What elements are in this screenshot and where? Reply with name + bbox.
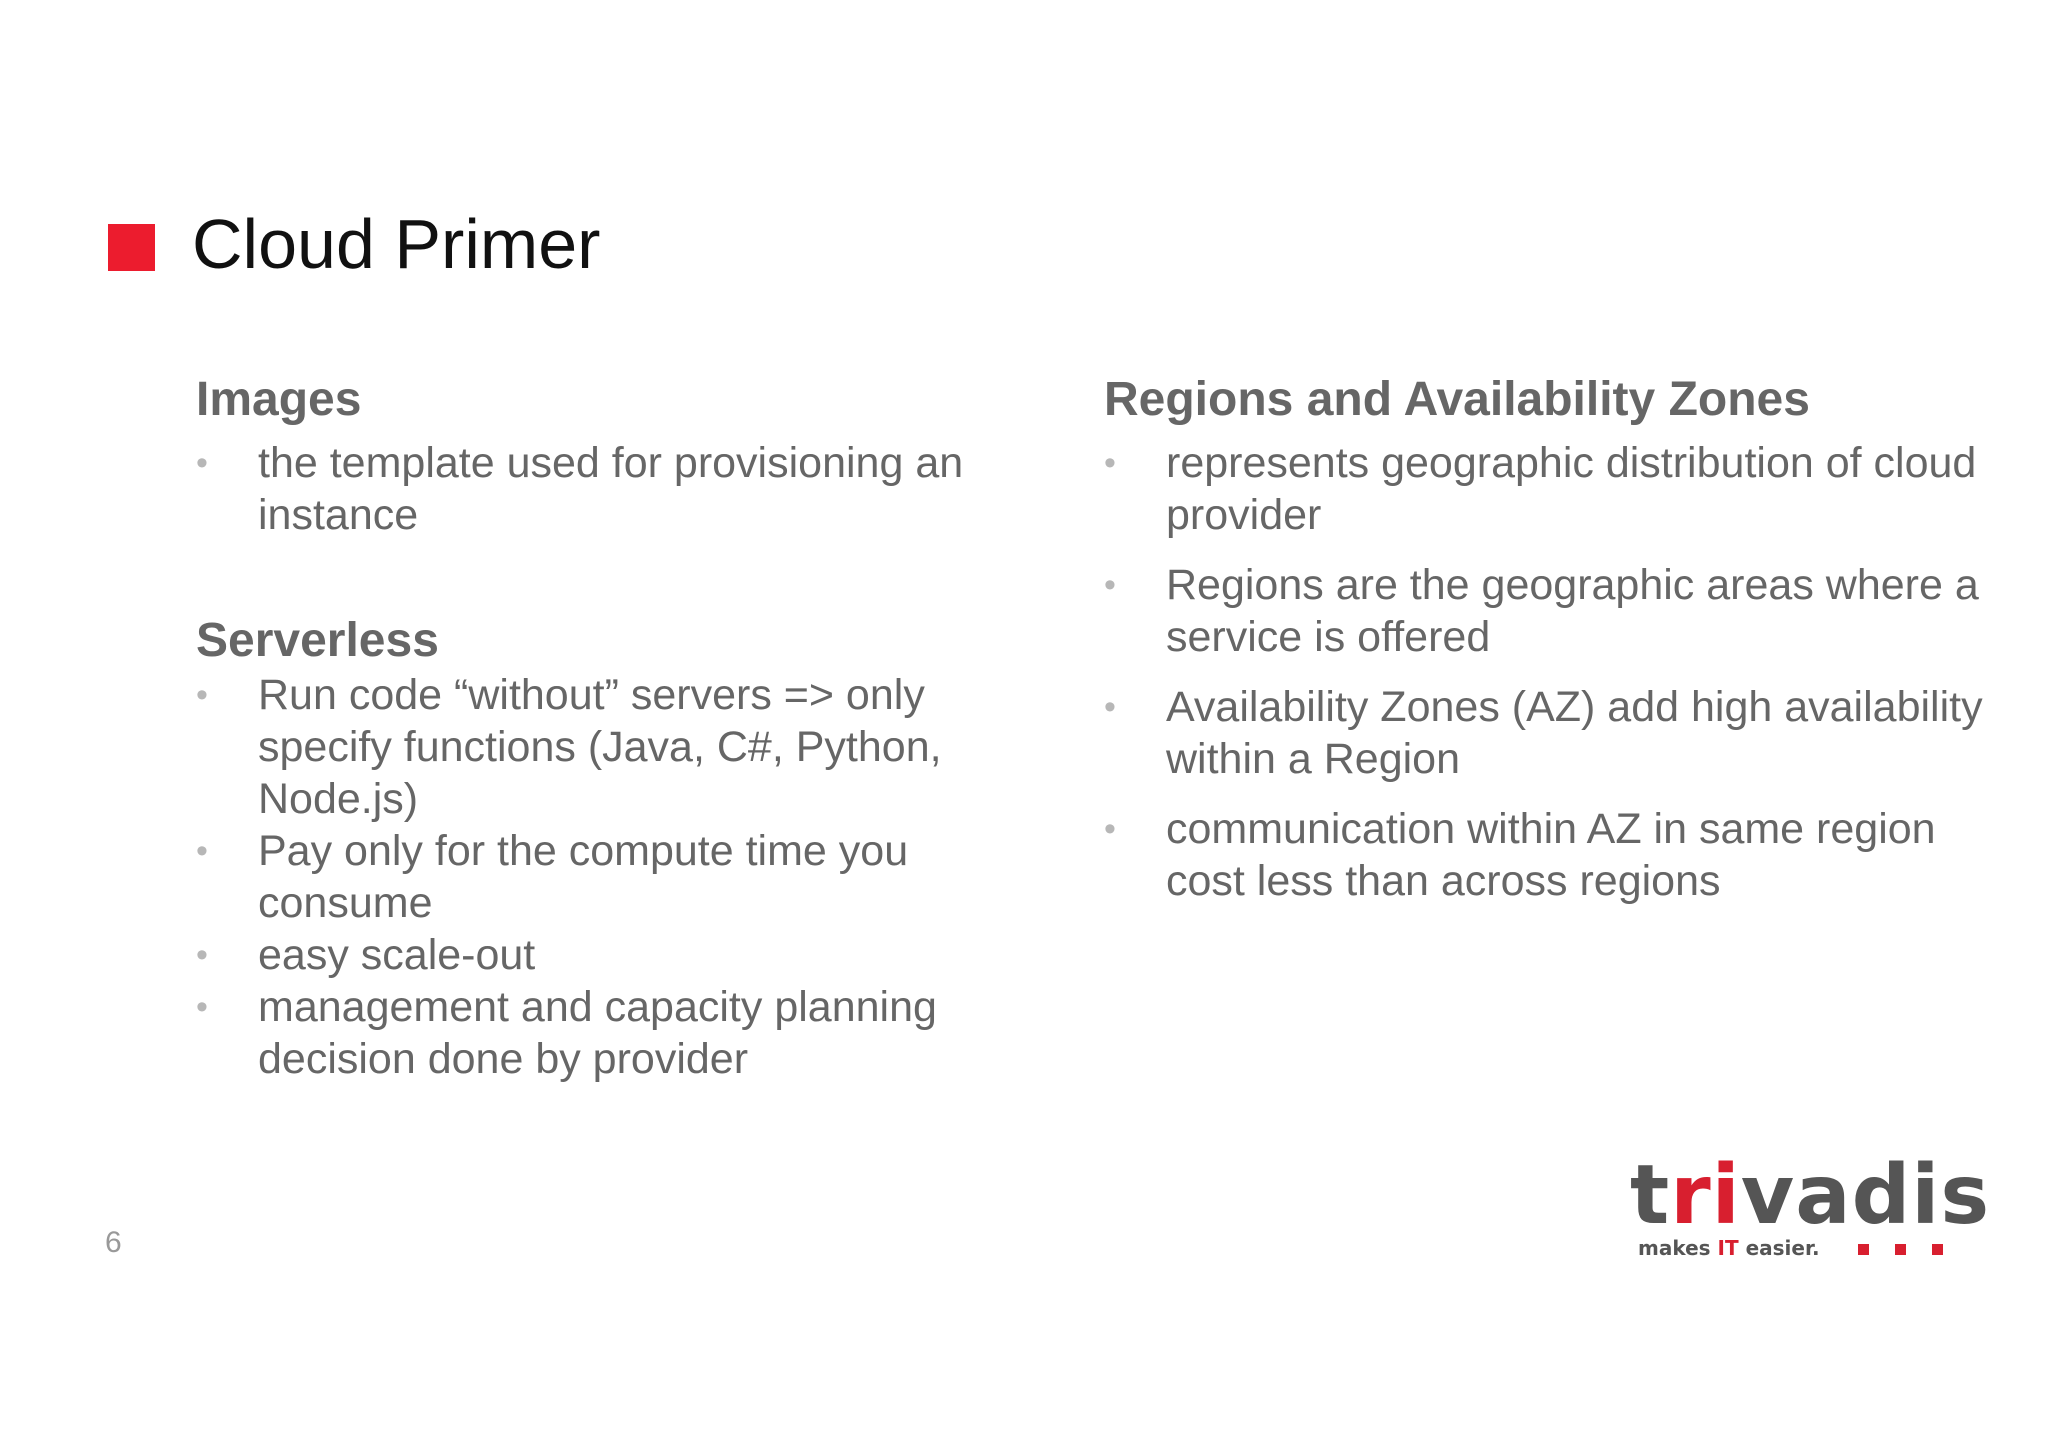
list-item bbox=[1104, 559, 1984, 663]
slide-title: Cloud Primer bbox=[192, 205, 601, 283]
regions-heading: Regions and Availability Zones bbox=[1104, 373, 1810, 426]
logo-tagline-suffix: easier. bbox=[1738, 1236, 1820, 1260]
logo-tagline-prefix: makes bbox=[1638, 1236, 1718, 1260]
bullet-text: Run code “without” servers => only specify functions (Java, C#, Python, Node.js) bbox=[258, 671, 942, 823]
list-item bbox=[196, 825, 1066, 929]
regions-bullet-list bbox=[1104, 437, 1984, 907]
bullet-text: Regions are the geographic areas where a service is offered bbox=[1166, 561, 1979, 661]
title-square-marker bbox=[108, 224, 155, 271]
bullet-dot-icon: • bbox=[196, 676, 208, 714]
serverless-section bbox=[196, 613, 1066, 1085]
bullet-text: management and capacity planning decision done by provider bbox=[258, 983, 937, 1083]
logo-dot-icon bbox=[1858, 1244, 1869, 1255]
section-spacer bbox=[196, 541, 1066, 613]
logo-dot-icon bbox=[1932, 1244, 1943, 1255]
bullet-dot-icon: • bbox=[196, 444, 208, 482]
list-item bbox=[196, 929, 1066, 981]
list-item bbox=[1104, 681, 1984, 785]
logo-tagline-highlight: IT bbox=[1717, 1236, 1739, 1260]
logo-dots bbox=[1858, 1244, 1958, 1256]
images-bullet-list bbox=[196, 437, 1066, 541]
logo-letter: d bbox=[1851, 1148, 1912, 1243]
bullet-text: communication within AZ in same region cost less than across regions bbox=[1166, 805, 1936, 905]
bullet-dot-icon: • bbox=[196, 936, 208, 974]
bullet-dot-icon: • bbox=[1104, 444, 1116, 482]
trivadis-logo bbox=[1630, 1148, 1991, 1268]
logo-letter: t bbox=[1630, 1148, 1671, 1243]
bullet-text: Availability Zones (AZ) add high availability within a Region bbox=[1166, 683, 1983, 783]
bullet-dot-icon: • bbox=[1104, 688, 1116, 726]
serverless-bullet-list bbox=[196, 669, 1066, 1085]
list-item bbox=[1104, 437, 1984, 541]
logo-letter: a bbox=[1795, 1148, 1852, 1243]
images-section bbox=[196, 362, 1066, 541]
list-item bbox=[1104, 803, 1984, 907]
list-item bbox=[196, 437, 1066, 541]
logo-letter: i bbox=[1711, 1148, 1741, 1243]
right-column bbox=[1104, 362, 1984, 925]
logo-letter: i bbox=[1911, 1148, 1941, 1243]
bullet-dot-icon: • bbox=[196, 832, 208, 870]
bullet-text: Pay only for the compute time you consume bbox=[258, 827, 909, 927]
list-item bbox=[196, 669, 1066, 825]
logo-wordmark bbox=[1630, 1148, 1990, 1244]
bullet-dot-icon: • bbox=[196, 988, 208, 1026]
bullet-dot-icon: • bbox=[1104, 810, 1116, 848]
list-item bbox=[196, 981, 1066, 1085]
logo-tagline bbox=[1638, 1236, 1820, 1260]
left-column bbox=[196, 362, 1066, 1085]
logo-letter: v bbox=[1740, 1148, 1796, 1243]
bullet-text: the template used for provisioning an instance bbox=[258, 439, 964, 539]
bullet-text: easy scale-out bbox=[258, 931, 536, 979]
images-heading: Images bbox=[196, 373, 362, 426]
logo-dot-icon bbox=[1895, 1244, 1906, 1255]
logo-letter: s bbox=[1940, 1148, 1991, 1243]
bullet-text: represents geographic distribution of cloud provider bbox=[1166, 439, 1977, 539]
page-number: 6 bbox=[105, 1226, 122, 1259]
bullet-dot-icon: • bbox=[1104, 566, 1116, 604]
logo-letter: r bbox=[1670, 1148, 1712, 1243]
serverless-heading: Serverless bbox=[196, 614, 439, 667]
